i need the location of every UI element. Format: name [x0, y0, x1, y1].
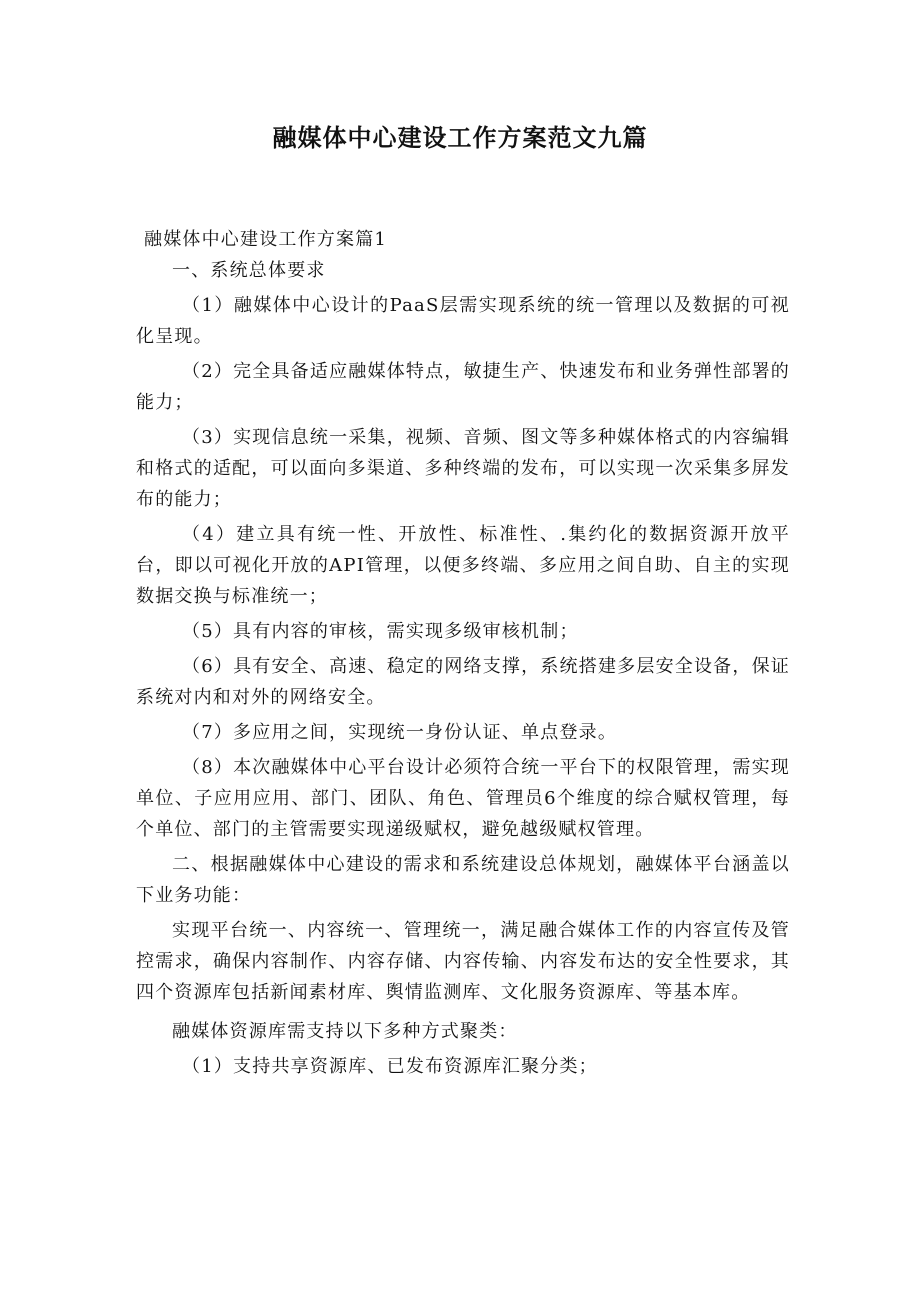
document-title: 融媒体中心建设工作方案范文九篇 [272, 124, 648, 152]
paragraph-req-2: （2）完全具备适应融媒体特点，敏捷生产、快速发布和业务弹性部署的能力； [136, 361, 790, 413]
paragraph-req-7: （7）多应用之间，实现统一身份认证、单点登录。 [182, 722, 618, 743]
paragraph-req-3: （3）实现信息统一采集，视频、音频、图文等多种媒体格式的内容编辑和格式的适配，可以面向多渠道、多种终端的发布，可以实现一次采集多屏发布的能力； [136, 427, 790, 510]
paragraph-req-4: （4）建立具有统一性、开放性、标准性、.集约化的数据资源开放平台，即以可视化开放的API管理，以便多终端、多应用之间自助、自主的实现数据交换与标准统一； [136, 524, 790, 607]
paragraph-req-1: （1）融媒体中心设计的PaaS层需实现系统的统一管理以及数据的可视化呈现。 [136, 295, 790, 347]
paragraph-platform-unification: 实现平台统一、内容统一、管理统一，满足融合媒体工作的内容宣传及管控需求，确保内容制作、内容存储、内容传输、内容发布达的安全性要求，其四个资源库包括新闻素材库、舆情监测库、文化服务资源库、等基本库。 [136, 920, 790, 1003]
paragraph-req-6: （6）具有安全、高速、稳定的网络支撑，系统搭建多层安全设备，保证系统对内和对外的网络安全。 [136, 656, 790, 708]
paragraph-req-5: （5）具有内容的审核，需实现多级审核机制； [182, 621, 579, 642]
heading-business-functions: 二、根据融媒体中心建设的需求和系统建设总体规划，融媒体平台涵盖以下业务功能： [136, 854, 790, 906]
paragraph-req-8: （8）本次融媒体中心平台设计必须符合统一平台下的权限管理，需实现单位、子应用应用、部门、团队、角色、管理员6个维度的综合赋权管理，每个单位、部门的主管需要实现递级赋权，避免越级赋权管理。 [136, 757, 790, 840]
section-title: 融媒体中心建设工作方案篇1 [144, 229, 388, 250]
document-body [136, 224, 790, 1082]
paragraph-clustering-intro: 融媒体资源库需支持以下多种方式聚类： [172, 1021, 518, 1042]
heading-system-requirements: 一、系统总体要求 [172, 260, 326, 281]
paragraph-clustering-1: （1）支持共享资源库、已发布资源库汇聚分类； [182, 1056, 598, 1077]
